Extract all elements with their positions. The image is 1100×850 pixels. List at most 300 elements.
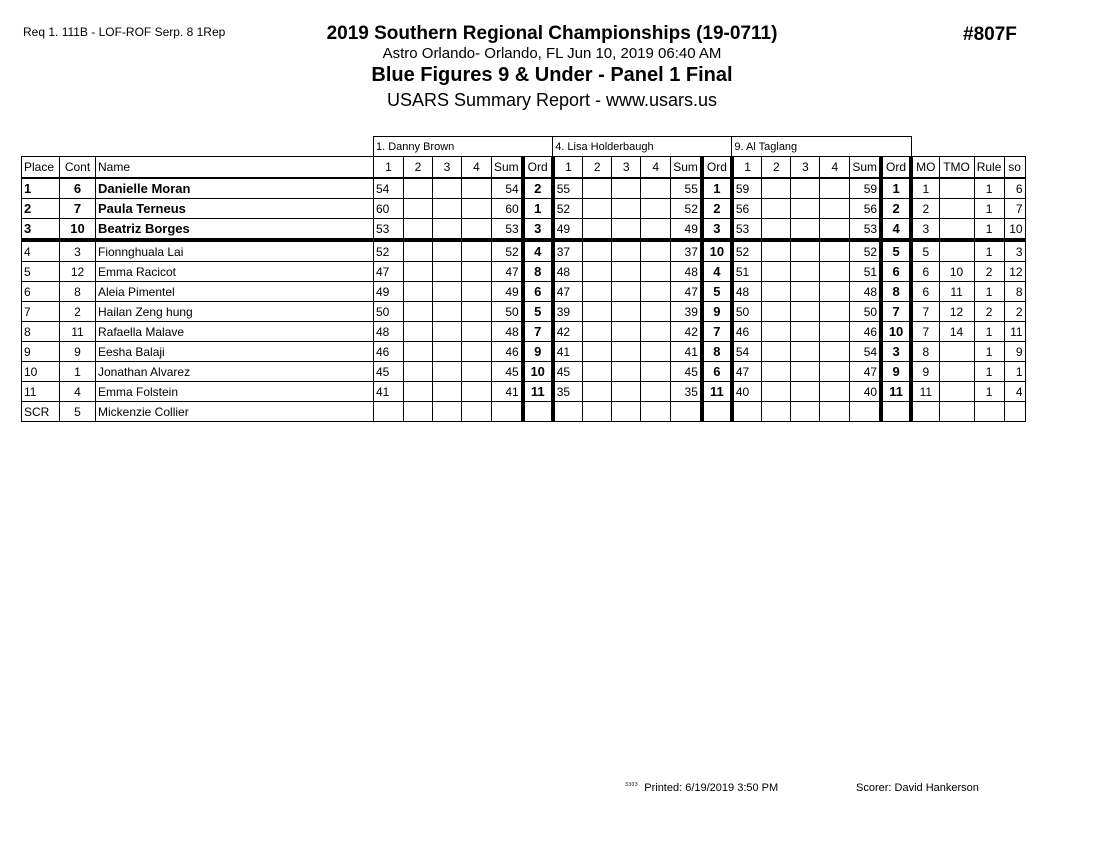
- judge-2-score-1: 41: [553, 342, 583, 362]
- place-cell: 8: [22, 322, 60, 342]
- mo-cell: 11: [911, 382, 939, 402]
- judge-1-ordinal: 2: [523, 178, 553, 199]
- judge-2-sum: 49: [671, 219, 702, 241]
- cont-cell: 9: [60, 342, 96, 362]
- name-cell: Emma Racicot: [96, 262, 374, 282]
- judge-2-score-1: 35: [553, 382, 583, 402]
- judge-1-score-1: 46: [374, 342, 404, 362]
- header-j2-ord: Ord: [702, 157, 732, 179]
- judge-1-score-1: 47: [374, 262, 404, 282]
- request-label: Req 1. 111B - LOF-ROF Serp. 8 1Rep: [23, 25, 226, 39]
- judge-3-ordinal: [881, 402, 911, 422]
- judge-1-score-4: [462, 342, 492, 362]
- so-cell: 1: [1004, 362, 1025, 382]
- cont-cell: 2: [60, 302, 96, 322]
- judge-3-ordinal: 2: [881, 199, 911, 219]
- mo-cell: 6: [911, 262, 939, 282]
- judge-3-score-2: [762, 302, 791, 322]
- judge-1-score-2: [404, 282, 433, 302]
- judge-3-ordinal: 5: [881, 240, 911, 262]
- judge-2-score-2: [583, 342, 612, 362]
- judge-2-score-4: [641, 262, 671, 282]
- header-tmo: TMO: [939, 157, 974, 179]
- scorer-name: Scorer: David Hankerson: [856, 782, 979, 794]
- judge-3-score-1: 48: [732, 282, 762, 302]
- judge-1-sum: 48: [492, 322, 523, 342]
- judge-1-score-3: [433, 178, 462, 199]
- header-j2-4: 4: [641, 157, 671, 179]
- judge-2-score-1: [553, 402, 583, 422]
- judge-1-score-2: [404, 362, 433, 382]
- judge-2-score-4: [641, 240, 671, 262]
- judge-3-score-2: [762, 178, 791, 199]
- judge-1-sum: 50: [492, 302, 523, 322]
- judge-2-score-2: [583, 199, 612, 219]
- judge-3-sum: 53: [850, 219, 881, 241]
- judge-2-ordinal: 10: [702, 240, 732, 262]
- header-j3-2: 2: [762, 157, 791, 179]
- rule-cell: 1: [974, 219, 1004, 241]
- judge-1-ordinal: 9: [523, 342, 553, 362]
- judge-2-score-2: [583, 282, 612, 302]
- judge-1-score-4: [462, 178, 492, 199]
- judge-3-ordinal: 1: [881, 178, 911, 199]
- judge-1-score-3: [433, 240, 462, 262]
- name-cell: Aleia Pimentel: [96, 282, 374, 302]
- footer-code: 3303: [625, 782, 639, 788]
- judge-3-score-1: 50: [732, 302, 762, 322]
- header-j1-ord: Ord: [523, 157, 553, 179]
- rule-cell: 1: [974, 382, 1004, 402]
- judge-2-score-3: [612, 382, 641, 402]
- judge-3-score-2: [762, 402, 791, 422]
- header-j1-1: 1: [374, 157, 404, 179]
- judge-3-sum: 46: [850, 322, 881, 342]
- mo-cell: 7: [911, 302, 939, 322]
- judge-1-score-3: [433, 402, 462, 422]
- tmo-cell: [939, 240, 974, 262]
- judge-2-score-2: [583, 262, 612, 282]
- judge-2-score-1: 55: [553, 178, 583, 199]
- so-cell: [1004, 402, 1025, 422]
- judge-2-score-1: 52: [553, 199, 583, 219]
- place-cell: 3: [22, 219, 60, 241]
- name-cell: Rafaella Malave: [96, 322, 374, 342]
- judge-1-ordinal: 5: [523, 302, 553, 322]
- table-row: [22, 199, 1026, 219]
- judge-1-sum: 60: [492, 199, 523, 219]
- judge-3-score-1: 59: [732, 178, 762, 199]
- judge-3-name: 9. Al Taglang: [732, 137, 911, 157]
- cont-cell: 12: [60, 262, 96, 282]
- tmo-cell: [939, 362, 974, 382]
- judge-2-sum: 39: [671, 302, 702, 322]
- header-j2-sum: Sum: [671, 157, 702, 179]
- judge-1-score-1: 45: [374, 362, 404, 382]
- judge-2-sum: 55: [671, 178, 702, 199]
- results-table: [21, 136, 1026, 422]
- judge-3-sum: 56: [850, 199, 881, 219]
- judge-2-score-2: [583, 402, 612, 422]
- judge-1-sum: 52: [492, 240, 523, 262]
- rule-cell: 1: [974, 342, 1004, 362]
- so-cell: 3: [1004, 240, 1025, 262]
- table-row: [22, 402, 1026, 422]
- judge-2-score-3: [612, 219, 641, 241]
- header-j1-4: 4: [462, 157, 492, 179]
- judge-3-score-4: [820, 240, 850, 262]
- judge-2-score-2: [583, 302, 612, 322]
- judge-1-ordinal: 10: [523, 362, 553, 382]
- rule-cell: [974, 402, 1004, 422]
- cont-cell: 5: [60, 402, 96, 422]
- mo-cell: 7: [911, 322, 939, 342]
- place-cell: 11: [22, 382, 60, 402]
- judge-2-score-4: [641, 282, 671, 302]
- header-j3-1: 1: [732, 157, 762, 179]
- judge-3-score-3: [791, 402, 820, 422]
- table-row: [22, 240, 1026, 262]
- judge-2-score-4: [641, 402, 671, 422]
- judge-2-score-4: [641, 342, 671, 362]
- judge-1-sum: 45: [492, 362, 523, 382]
- judge-1-score-2: [404, 240, 433, 262]
- judge-3-score-3: [791, 262, 820, 282]
- so-cell: 7: [1004, 199, 1025, 219]
- name-cell: Eesha Balaji: [96, 342, 374, 362]
- place-cell: SCR: [22, 402, 60, 422]
- judge-3-score-1: 52: [732, 240, 762, 262]
- judge-2-score-3: [612, 262, 641, 282]
- judge-1-score-2: [404, 382, 433, 402]
- judge-1-score-1: 54: [374, 178, 404, 199]
- judge-3-ordinal: 9: [881, 362, 911, 382]
- mo-cell: 9: [911, 362, 939, 382]
- judge-1-score-3: [433, 362, 462, 382]
- mo-cell: 2: [911, 199, 939, 219]
- judge-2-sum: 37: [671, 240, 702, 262]
- judge-2-score-1: 49: [553, 219, 583, 241]
- judge-3-sum: 40: [850, 382, 881, 402]
- judge-3-score-1: 51: [732, 262, 762, 282]
- judge-2-score-1: 37: [553, 240, 583, 262]
- name-cell: Fionnghuala Lai: [96, 240, 374, 262]
- judge-2-sum: 52: [671, 199, 702, 219]
- judge-1-score-4: [462, 362, 492, 382]
- tmo-cell: 11: [939, 282, 974, 302]
- judge-1-score-3: [433, 262, 462, 282]
- judge-1-score-1: 48: [374, 322, 404, 342]
- judge-1-name: 1. Danny Brown: [374, 137, 553, 157]
- judge-3-score-3: [791, 219, 820, 241]
- judge-3-score-2: [762, 362, 791, 382]
- judge-1-ordinal: 7: [523, 322, 553, 342]
- header-j3-sum: Sum: [850, 157, 881, 179]
- rule-cell: 2: [974, 262, 1004, 282]
- judge-1-sum: 46: [492, 342, 523, 362]
- judge-3-ordinal: 3: [881, 342, 911, 362]
- judge-1-score-3: [433, 342, 462, 362]
- judge-2-ordinal: 11: [702, 382, 732, 402]
- judge-2-score-3: [612, 322, 641, 342]
- judge-1-score-3: [433, 382, 462, 402]
- judge-2-ordinal: 1: [702, 178, 732, 199]
- judge-1-ordinal: 1: [523, 199, 553, 219]
- tmo-cell: [939, 342, 974, 362]
- place-cell: 5: [22, 262, 60, 282]
- judge-1-sum: 41: [492, 382, 523, 402]
- judge-2-sum: 42: [671, 322, 702, 342]
- judge-3-score-2: [762, 282, 791, 302]
- judge-1-score-4: [462, 240, 492, 262]
- table-row: [22, 382, 1026, 402]
- table-row: [22, 342, 1026, 362]
- tmo-cell: [939, 382, 974, 402]
- header-j2-1: 1: [553, 157, 583, 179]
- name-cell: Mickenzie Collier: [96, 402, 374, 422]
- header-j1-3: 3: [433, 157, 462, 179]
- header-j1-2: 2: [404, 157, 433, 179]
- judge-1-score-4: [462, 322, 492, 342]
- judge-3-score-3: [791, 302, 820, 322]
- judge-3-ordinal: 11: [881, 382, 911, 402]
- judge-2-ordinal: 6: [702, 362, 732, 382]
- judge-2-name: 4. Lisa Holderbaugh: [553, 137, 732, 157]
- rule-cell: 1: [974, 362, 1004, 382]
- judge-3-score-1: 53: [732, 219, 762, 241]
- place-cell: 9: [22, 342, 60, 362]
- judge-3-score-3: [791, 282, 820, 302]
- judge-2-score-2: [583, 219, 612, 241]
- printed-timestamp: [625, 782, 778, 794]
- judge-1-score-2: [404, 178, 433, 199]
- judge-3-score-4: [820, 219, 850, 241]
- judge-2-ordinal: [702, 402, 732, 422]
- judge-3-score-4: [820, 282, 850, 302]
- judge-2-score-3: [612, 362, 641, 382]
- judge-3-score-4: [820, 302, 850, 322]
- judge-1-ordinal: [523, 402, 553, 422]
- judges-row: [22, 137, 1026, 157]
- judge-3-score-2: [762, 199, 791, 219]
- judge-3-score-3: [791, 199, 820, 219]
- judge-1-sum: 47: [492, 262, 523, 282]
- judge-3-score-4: [820, 262, 850, 282]
- judge-2-score-3: [612, 199, 641, 219]
- header-cont: Cont: [60, 157, 96, 179]
- judge-2-sum: [671, 402, 702, 422]
- tmo-cell: 12: [939, 302, 974, 322]
- judge-1-score-4: [462, 199, 492, 219]
- judge-2-score-4: [641, 382, 671, 402]
- judge-2-ordinal: 8: [702, 342, 732, 362]
- judge-2-score-4: [641, 178, 671, 199]
- name-cell: Jonathan Alvarez: [96, 362, 374, 382]
- judge-3-score-2: [762, 219, 791, 241]
- report-title: USARS Summary Report - www.usars.us: [386, 90, 718, 110]
- mo-cell: 1: [911, 178, 939, 199]
- header-place: Place: [22, 157, 60, 179]
- cont-cell: 1: [60, 362, 96, 382]
- judge-3-score-4: [820, 362, 850, 382]
- tmo-cell: [939, 402, 974, 422]
- rule-cell: 1: [974, 240, 1004, 262]
- judge-2-sum: 45: [671, 362, 702, 382]
- judge-2-ordinal: 2: [702, 199, 732, 219]
- competition-title: 2019 Southern Regional Championships (19-0711): [326, 23, 778, 44]
- judge-3-score-4: [820, 382, 850, 402]
- judge-3-ordinal: 4: [881, 219, 911, 241]
- judge-2-score-1: 45: [553, 362, 583, 382]
- judge-3-score-1: 56: [732, 199, 762, 219]
- judge-1-score-3: [433, 219, 462, 241]
- judge-1-score-2: [404, 302, 433, 322]
- judge-1-score-1: 52: [374, 240, 404, 262]
- judge-1-sum: 53: [492, 219, 523, 241]
- table-row: [22, 219, 1026, 241]
- judge-2-ordinal: 3: [702, 219, 732, 241]
- cont-cell: 3: [60, 240, 96, 262]
- name-cell: Danielle Moran: [96, 178, 374, 199]
- column-header-row: [22, 157, 1026, 179]
- mo-cell: 6: [911, 282, 939, 302]
- judge-1-score-2: [404, 219, 433, 241]
- judge-3-score-4: [820, 199, 850, 219]
- so-cell: 10: [1004, 219, 1025, 241]
- so-cell: 12: [1004, 262, 1025, 282]
- judge-2-score-3: [612, 240, 641, 262]
- judge-1-score-3: [433, 302, 462, 322]
- judge-3-sum: 59: [850, 178, 881, 199]
- rule-cell: 1: [974, 322, 1004, 342]
- judge-2-ordinal: 7: [702, 322, 732, 342]
- judge-2-score-4: [641, 322, 671, 342]
- judge-2-score-4: [641, 362, 671, 382]
- tmo-cell: 10: [939, 262, 974, 282]
- cont-cell: 10: [60, 219, 96, 241]
- judge-2-score-4: [641, 199, 671, 219]
- judge-3-score-3: [791, 240, 820, 262]
- event-number: #807F: [963, 24, 1017, 45]
- judge-1-score-2: [404, 402, 433, 422]
- judge-1-score-2: [404, 322, 433, 342]
- header-mo: MO: [911, 157, 939, 179]
- name-cell: Paula Terneus: [96, 199, 374, 219]
- name-cell: Beatriz Borges: [96, 219, 374, 241]
- name-cell: Hailan Zeng hung: [96, 302, 374, 322]
- judge-1-sum: 54: [492, 178, 523, 199]
- judge-3-score-2: [762, 342, 791, 362]
- judge-1-score-2: [404, 262, 433, 282]
- cont-cell: 6: [60, 178, 96, 199]
- judge-3-ordinal: 7: [881, 302, 911, 322]
- judge-3-score-3: [791, 382, 820, 402]
- place-cell: 7: [22, 302, 60, 322]
- event-title: Blue Figures 9 & Under - Panel 1 Final: [371, 64, 733, 86]
- judge-2-score-3: [612, 402, 641, 422]
- rule-cell: 1: [974, 282, 1004, 302]
- judge-3-ordinal: 10: [881, 322, 911, 342]
- judge-3-score-1: 54: [732, 342, 762, 362]
- judge-3-ordinal: 6: [881, 262, 911, 282]
- judge-3-score-1: [732, 402, 762, 422]
- header-j3-ord: Ord: [881, 157, 911, 179]
- judge-3-score-4: [820, 402, 850, 422]
- table-row: [22, 302, 1026, 322]
- place-cell: 2: [22, 199, 60, 219]
- judge-1-score-4: [462, 402, 492, 422]
- judge-3-score-2: [762, 322, 791, 342]
- judge-2-score-1: 39: [553, 302, 583, 322]
- judge-1-score-3: [433, 199, 462, 219]
- judge-1-score-1: 53: [374, 219, 404, 241]
- so-cell: 2: [1004, 302, 1025, 322]
- judge-3-score-4: [820, 322, 850, 342]
- header-j1-sum: Sum: [492, 157, 523, 179]
- judge-1-sum: [492, 402, 523, 422]
- judge-2-score-1: 42: [553, 322, 583, 342]
- judge-2-score-1: 48: [553, 262, 583, 282]
- judge-2-score-2: [583, 240, 612, 262]
- judge-2-sum: 41: [671, 342, 702, 362]
- judge-3-score-4: [820, 178, 850, 199]
- judge-3-sum: 54: [850, 342, 881, 362]
- judge-2-sum: 35: [671, 382, 702, 402]
- judge-1-ordinal: 11: [523, 382, 553, 402]
- judge-1-score-1: [374, 402, 404, 422]
- so-cell: 11: [1004, 322, 1025, 342]
- header-name: Name: [96, 157, 374, 179]
- judge-1-score-1: 49: [374, 282, 404, 302]
- tmo-cell: 14: [939, 322, 974, 342]
- cont-cell: 11: [60, 322, 96, 342]
- judge-2-ordinal: 4: [702, 262, 732, 282]
- judge-3-score-2: [762, 262, 791, 282]
- judge-1-ordinal: 8: [523, 262, 553, 282]
- judge-3-sum: 47: [850, 362, 881, 382]
- judge-3-score-1: 40: [732, 382, 762, 402]
- mo-cell: [911, 402, 939, 422]
- judge-3-score-1: 46: [732, 322, 762, 342]
- judge-2-sum: 48: [671, 262, 702, 282]
- judge-2-score-1: 47: [553, 282, 583, 302]
- rule-cell: 2: [974, 302, 1004, 322]
- cont-cell: 7: [60, 199, 96, 219]
- printed-text: Printed: 6/19/2019 3:50 PM: [644, 782, 779, 794]
- judge-3-score-2: [762, 240, 791, 262]
- cont-cell: 8: [60, 282, 96, 302]
- place-cell: 1: [22, 178, 60, 199]
- table-row: [22, 262, 1026, 282]
- judge-2-score-3: [612, 178, 641, 199]
- tmo-cell: [939, 199, 974, 219]
- table-row: [22, 322, 1026, 342]
- judge-1-ordinal: 6: [523, 282, 553, 302]
- judge-2-score-2: [583, 382, 612, 402]
- tmo-cell: [939, 178, 974, 199]
- judge-3-score-3: [791, 178, 820, 199]
- cont-cell: 4: [60, 382, 96, 402]
- judge-3-sum: [850, 402, 881, 422]
- judge-3-sum: 48: [850, 282, 881, 302]
- judge-1-score-4: [462, 219, 492, 241]
- judge-1-score-4: [462, 282, 492, 302]
- judge-1-score-3: [433, 282, 462, 302]
- judge-2-score-3: [612, 282, 641, 302]
- judge-3-ordinal: 8: [881, 282, 911, 302]
- rule-cell: 1: [974, 178, 1004, 199]
- place-cell: 10: [22, 362, 60, 382]
